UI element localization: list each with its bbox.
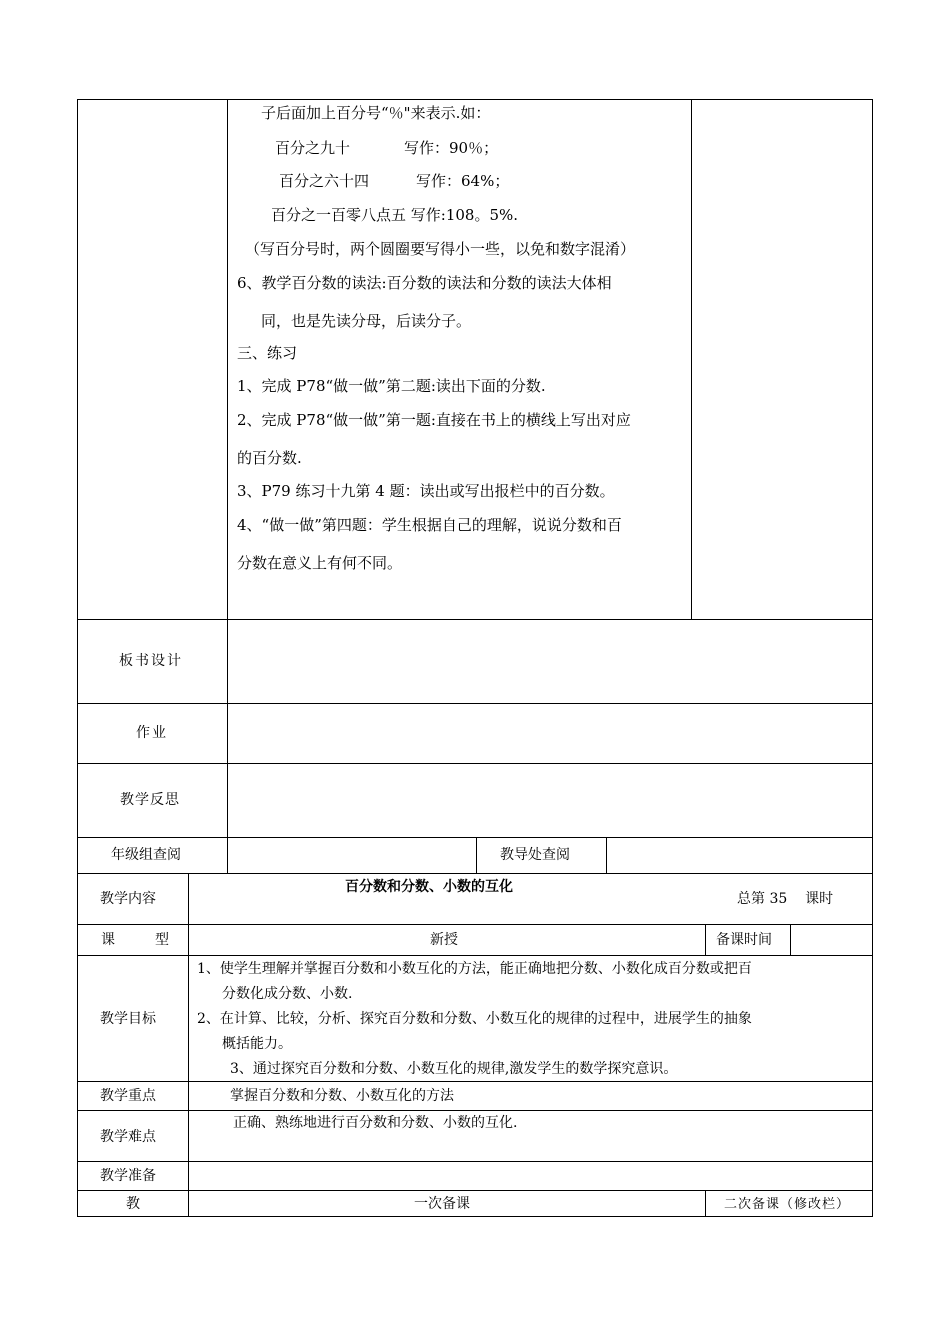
grade-review-label: 年级组查阅 xyxy=(111,847,181,863)
goal-line: 3、通过探究百分数和分数、小数互化的规律,激发学生的数学探究意识。 xyxy=(230,1061,678,1077)
reflection-label: 教学反思 xyxy=(120,792,180,808)
difficulty-label: 教学难点 xyxy=(100,1129,156,1145)
content-line: 6、教学百分数的读法:百分数的读法和分数的读法大体相 xyxy=(237,274,612,292)
prep-time-label: 备课时间 xyxy=(716,932,772,948)
goal-label: 教学目标 xyxy=(100,1011,156,1027)
table-border xyxy=(705,1190,706,1217)
table-border xyxy=(77,873,873,874)
table-border xyxy=(77,837,873,838)
first-prep-label: 一次备课 xyxy=(414,1196,470,1212)
table-border xyxy=(227,99,228,874)
key-label: 教学重点 xyxy=(100,1088,156,1104)
table-border xyxy=(77,1081,873,1082)
section-heading: 三、练习 xyxy=(237,344,298,362)
table-border xyxy=(77,99,78,1217)
table-border xyxy=(77,763,873,764)
table-border xyxy=(77,1110,873,1111)
content-line: 分数在意义上有何不同。 xyxy=(237,554,403,572)
content-line: 百分之一百零八点五 写作:108。5%. xyxy=(271,206,519,224)
content-line: 子后面加上百分号“％"来表示.如： xyxy=(261,104,491,122)
table-border xyxy=(77,955,873,956)
difficulty-value: 正确、熟练地进行百分数和分数、小数的互化. xyxy=(233,1115,518,1131)
table-border xyxy=(77,1216,873,1217)
table-border xyxy=(77,703,873,704)
office-review-label: 教导处查阅 xyxy=(500,847,570,863)
table-border xyxy=(705,924,706,955)
content-line: 4、“做一做”第四题：学生根据自己的理解，说说分数和百 xyxy=(237,516,622,534)
type-value: 新授 xyxy=(430,932,458,948)
content-line: 百分之六十四 xyxy=(279,172,370,190)
table-border xyxy=(188,873,189,1217)
table-border xyxy=(872,99,873,1217)
content-line: 2、完成 P78“做一做”第一题:直接在书上的横线上写出对应 xyxy=(237,411,631,429)
key-value: 掌握百分数和分数、小数互化的方法 xyxy=(230,1088,454,1104)
content-line: 的百分数. xyxy=(237,449,302,467)
content-line: 同，也是先读分母，后读分子。 xyxy=(261,312,472,330)
prep-label: 教学准备 xyxy=(100,1168,156,1184)
table-border xyxy=(77,1161,873,1162)
goal-line: 分数化成分数、小数. xyxy=(222,986,353,1002)
table-border xyxy=(77,99,873,100)
goal-line: 2、在计算、比较，分析、探究百分数和分数、小数互化的规律的过程中，进展学生的抽象 xyxy=(197,1011,752,1027)
board-design-label: 板书设计 xyxy=(119,653,183,669)
content-line: （写百分号时，两个圆圈要写得小一些，以免和数字混淆） xyxy=(245,240,636,258)
homework-label: 作业 xyxy=(136,725,168,741)
content-line: 写作：64%； xyxy=(416,172,510,190)
lesson-count: 总第 35 课时 xyxy=(737,891,834,907)
type-label: 课 型 xyxy=(101,932,170,948)
table-border xyxy=(77,619,873,620)
teach-label: 教 xyxy=(126,1196,140,1212)
content-line: 1、完成 P78“做一做”第二题:读出下面的分数. xyxy=(237,377,546,395)
goal-line: 1、使学生理解并掌握百分数和小数互化的方法，能正确地把分数、小数化成百分数或把百 xyxy=(197,961,752,977)
table-border xyxy=(77,924,873,925)
table-border xyxy=(476,837,477,873)
second-prep-label: 二次备课（修改栏） xyxy=(724,1197,851,1212)
content-line: 百分之九十 xyxy=(275,139,351,157)
table-border xyxy=(77,1190,873,1191)
table-border xyxy=(606,837,607,873)
content-label: 教学内容 xyxy=(100,891,156,907)
content-line: 3、P79 练习十九第 4 题：读出或写出报栏中的百分数。 xyxy=(237,482,615,500)
content-line: 写作：90％； xyxy=(404,139,499,157)
goal-line: 概括能力。 xyxy=(222,1036,292,1052)
table-border xyxy=(691,99,692,619)
table-border xyxy=(790,924,791,955)
lesson-title: 百分数和分数、小数的互化 xyxy=(345,879,513,895)
